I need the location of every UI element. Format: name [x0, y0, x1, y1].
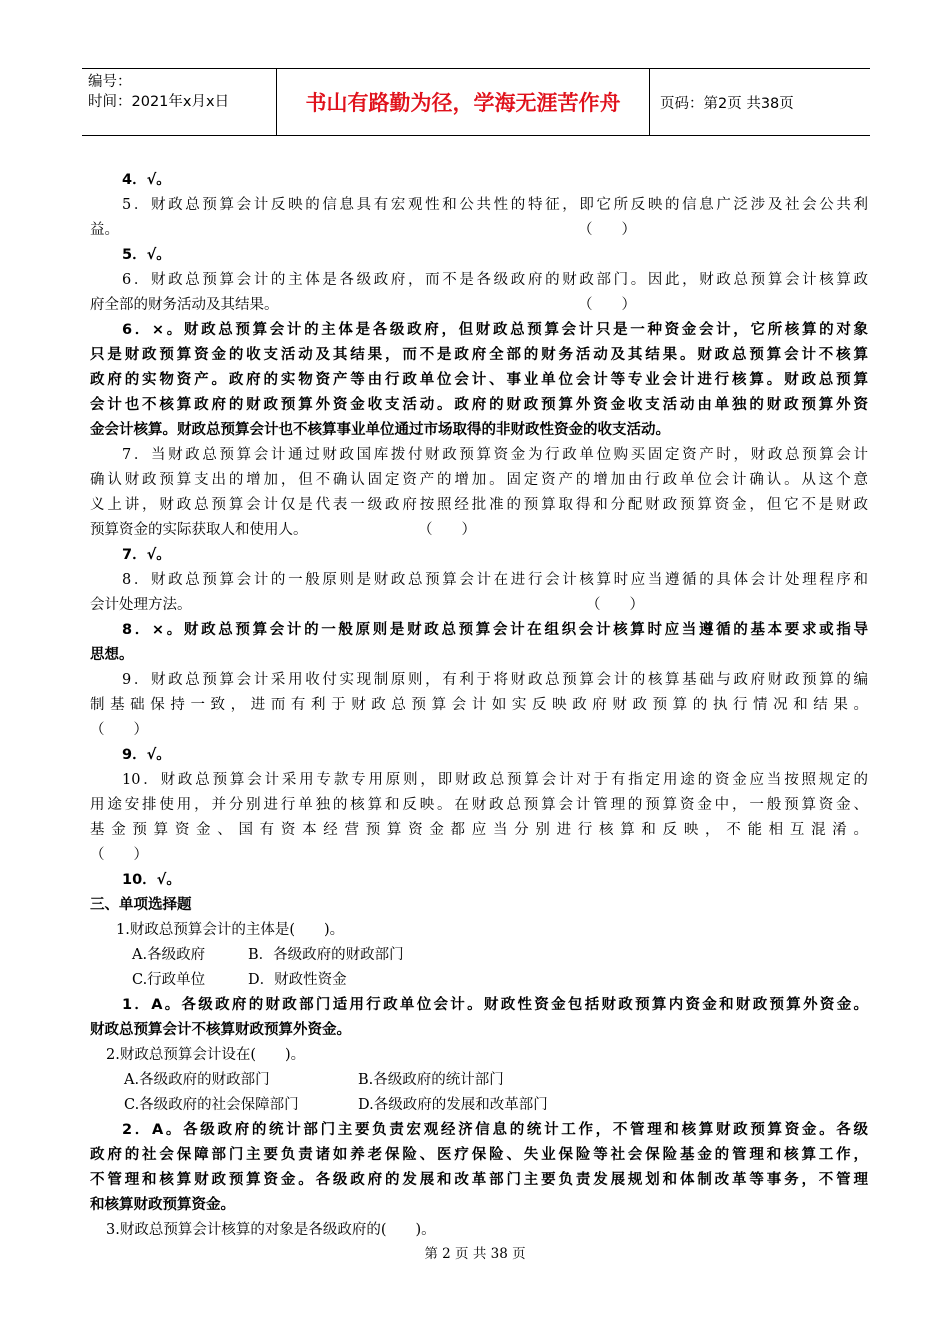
header-motto: 书山有路勤为径，学海无涯苦作舟	[277, 69, 650, 135]
answer-line: 和核算财政预算资金。	[90, 1197, 235, 1213]
question-line: 制基础保持一致，进而有利于财政总预算会计如实反映政府财政预算的执行情况和结果。	[90, 697, 868, 713]
answer-line: 1．A。各级政府的财政部门适用行政单位会计。财政性资金包括财政预算内资金和财政预算外资金。	[122, 997, 868, 1013]
answer-blank: （ ）	[90, 722, 148, 738]
question-line: 9．财政总预算会计采用收付实现制原则，有利于将财政总预算会计的核算基础与政府财政预算的编	[122, 672, 868, 688]
answer-line: 不管理和核算财政预算资金。各级政府的发展和改革部门主要负责发展规划和体制改革等事务，不管理	[90, 1172, 868, 1188]
answer-line: 财政总预算会计不核算财政预算外资金。	[90, 1022, 351, 1038]
answer-line: 思想。	[90, 647, 134, 663]
question-line: 6．财政总预算会计的主体是各级政府，而不是各级政府的财政部门。因此，财政总预算会计核算政	[122, 272, 868, 288]
page-header	[82, 68, 870, 136]
question-line: 府全部的财务活动及其结果。 （ ）	[90, 293, 868, 318]
answer-line: 6．×。财政总预算会计的主体是各级政府，但财政总预算会计只是一种资金会计，它所核算的对象	[122, 322, 868, 338]
option-c: C.行政单位	[132, 972, 206, 988]
question-line: 5．财政总预算会计反映的信息具有宏观性和公共性的特征，即它所反映的信息广泛涉及社会公共利	[122, 197, 868, 213]
answer-line: 2．A。各级政府的统计部门主要负责宏观经济信息的统计工作，不管理和核算财政预算资金。各级	[122, 1122, 868, 1138]
question-line: 预算资金的实际获取人和使用人。 （ ）	[90, 518, 868, 543]
answer-blank: （ ）	[586, 597, 644, 613]
answer-blank: （ ）	[418, 522, 476, 538]
option-c: C.各级政府的社会保障部门	[124, 1097, 299, 1113]
question-line: 10．财政总预算会计采用专款专用原则，即财政总预算会计对于有指定用途的资金应当按照规定的	[122, 772, 868, 788]
question-line: 用途安排使用，并分别进行单独的核算和反映。在财政总预算会计管理的预算资金中，一般预算资金、	[90, 797, 868, 813]
option-b: B．各级政府的财政部门	[248, 947, 404, 963]
question-line: 2.财政总预算会计设在( )。	[106, 1047, 306, 1063]
section-heading: 三、单项选择题	[90, 897, 192, 913]
answer-line: 只是财政预算资金的收支活动及其结果，而不是政府全部的财务活动及其结果。财政总预算会计不核算	[90, 347, 868, 363]
options-row	[90, 1093, 868, 1118]
question-line: 7．当财政总预算会计通过财政国库拨付财政预算资金为行政单位购买固定资产时，财政总预算会计	[122, 447, 868, 463]
option-a: A.各级政府的财政部门	[124, 1072, 270, 1088]
date-label: 时间：2021年x月x日	[88, 94, 230, 110]
option-d: D.各级政府的发展和改革部门	[358, 1097, 548, 1113]
question-line: 会计处理方法。 （ ）	[90, 593, 868, 618]
question-line: 基金预算资金、国有资本经营预算资金都应当分别进行核算和反映，不能相互混淆。	[90, 822, 868, 838]
answer-line: 政府的社会保障部门主要负责诸如养老保险、医疗保险、失业保险等社会保险基金的管理和核算工作，	[90, 1147, 868, 1163]
answer-line: 政府的实物资产。政府的实物资产等由行政单位会计、事业单位会计等专业会计进行核算。财政总预算	[90, 372, 868, 388]
options-row	[90, 943, 868, 968]
answer-blank: （ ）	[578, 222, 636, 238]
answer-line: 7．√。	[122, 547, 171, 563]
question-line: 确认财政预算支出的增加，但不确认固定资产的增加。固定资产的增加由行政单位会计确认。从这个意	[90, 472, 868, 488]
option-d: D．财政性资金	[248, 972, 347, 988]
answer-line: 会计也不核算政府的财政预算外资金收支活动。政府的财政预算外资金收支活动由单独的财政预算外资	[90, 397, 868, 413]
option-b: B.各级政府的统计部门	[358, 1072, 504, 1088]
answer-line: 8．×。财政总预算会计的一般原则是财政总预算会计在组织会计核算时应当遵循的基本要求或指导	[122, 622, 868, 638]
question-line: 1.财政总预算会计的主体是( )。	[116, 922, 345, 938]
header-page-info: 页码：第2页 共38页	[660, 95, 794, 112]
question-line: 3.财政总预算会计核算的对象是各级政府的( )。	[106, 1222, 436, 1238]
question-line: 义上讲，财政总预算会计仅是代表一级政府按照经批准的预算取得和分配财政预算资金，但它不是财政	[90, 497, 868, 513]
question-line: 益。 （ ）	[90, 218, 868, 243]
number-label: 编号：	[88, 74, 132, 90]
answer-line: 10．√。	[122, 872, 181, 888]
answer-blank: （ ）	[90, 847, 148, 863]
option-a: A.各级政府	[132, 947, 206, 963]
options-row	[90, 968, 868, 993]
document-body	[90, 168, 868, 1243]
question-line: 8．财政总预算会计的一般原则是财政总预算会计在进行会计核算时应当遵循的具体会计处理程序和	[122, 572, 868, 588]
answer-line: 金会计核算。财政总预算会计也不核算事业单位通过市场取得的非财政性资金的收支活动。	[90, 422, 670, 438]
page-footer: 第 2 页 共 38 页	[424, 1246, 526, 1262]
header-left-cell	[82, 69, 277, 135]
options-row	[90, 1068, 868, 1093]
answer-line: 5．√。	[122, 247, 171, 263]
answer-blank: （ ）	[578, 297, 636, 313]
answer-line: 9．√。	[122, 747, 171, 763]
answer-line: 4．√。	[122, 172, 171, 188]
